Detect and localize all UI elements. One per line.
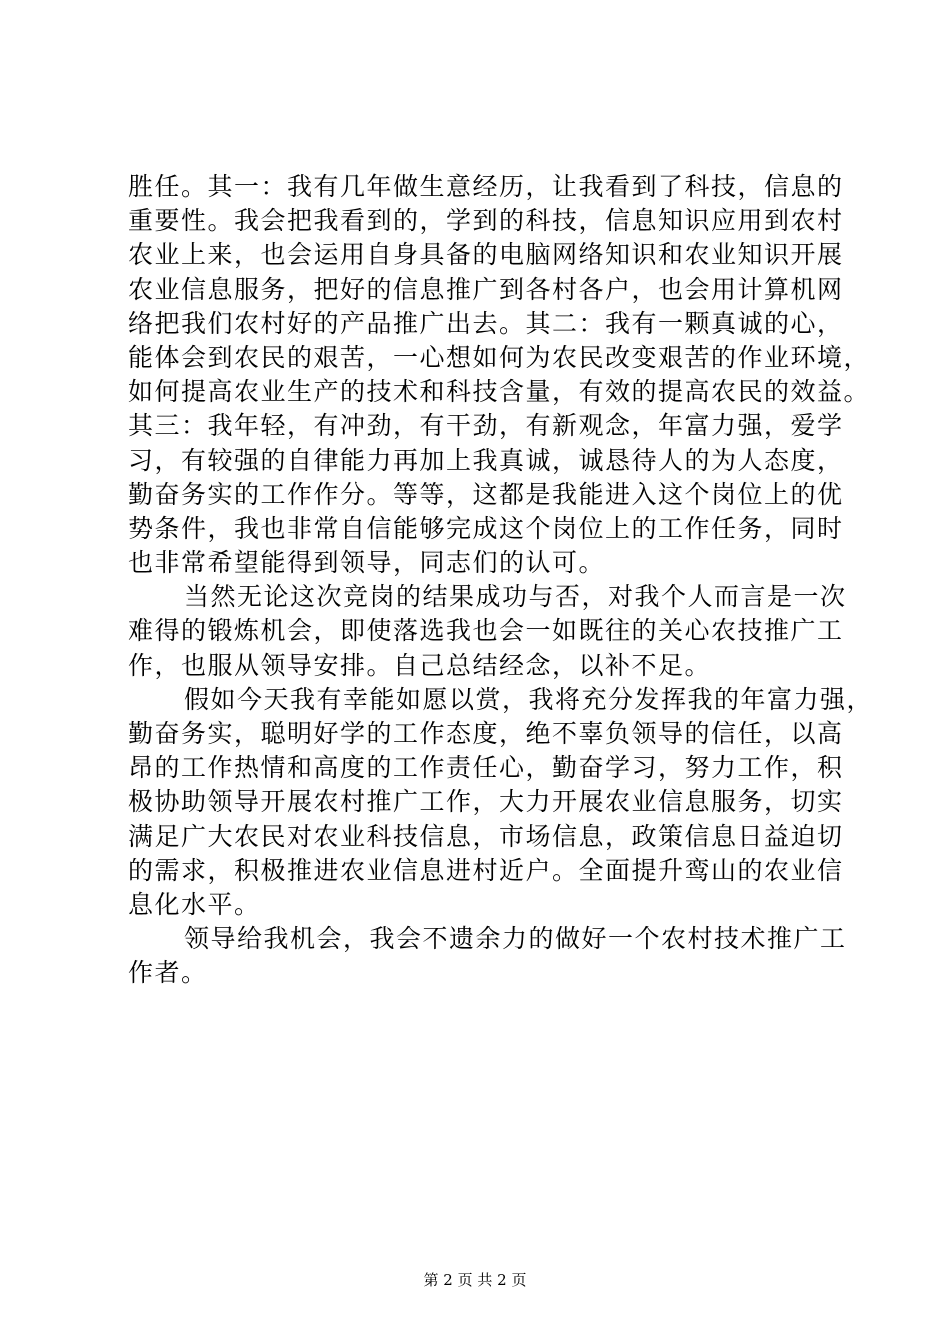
text-line: 勤奋务实的工作作分。等等，这都是我能进入这个岗位上的优 xyxy=(128,479,844,509)
text-line: 作，也服从领导安排。自己总结经念，以补不足。 xyxy=(128,650,712,680)
text-line: 的需求，积极推进农业信息进村近户。全面提升鸾山的农业信 xyxy=(128,855,844,885)
text-line: 作者。 xyxy=(128,958,208,988)
text-line: 满足广大农民对农业科技信息，市场信息，政策信息日益迫切 xyxy=(128,821,844,851)
text-line: 势条件，我也非常自信能够完成这个岗位上的工作任务，同时 xyxy=(128,513,844,543)
text-line: 能体会到农民的艰苦，一心想如何为农民改变艰苦的作业环境， xyxy=(128,342,871,372)
text-line: 胜任。其一：我有几年做生意经历，让我看到了科技，信息的 xyxy=(128,172,844,201)
text-line: 重要性。我会把我看到的，学到的科技，信息知识应用到农村 xyxy=(128,206,844,236)
paragraph-start-line: 领导给我机会，我会不遗余力的做好一个农村技术推广工 xyxy=(184,924,847,954)
text-line: 极协助领导开展农村推广工作，大力开展农业信息服务，切实 xyxy=(128,787,844,817)
text-line: 也非常希望能得到领导，同志们的认可。 xyxy=(128,548,606,578)
text-line: 如何提高农业生产的技术和科技含量，有效的提高农民的效益。 xyxy=(128,377,871,407)
text-line: 昂的工作热情和高度的工作责任心，勤奋学习，努力工作，积 xyxy=(128,753,844,783)
document-body xyxy=(128,170,874,991)
text-line: 农业上来，也会运用自身具备的电脑网络知识和农业知识开展 xyxy=(128,240,844,270)
paragraph-start-line: 当然无论这次竞岗的结果成功与否，对我个人而言是一次 xyxy=(184,582,847,612)
text-line: 农业信息服务，把好的信息推广到各村各户，也会用计算机网 xyxy=(128,274,844,304)
paragraph-start-line: 假如今天我有幸能如愿以赏，我将充分发挥我的年富力强， xyxy=(184,684,874,714)
text-line: 其三：我年轻，有冲劲，有干劲，有新观念，年富力强，爱学 xyxy=(128,411,844,441)
text-line: 息化水平。 xyxy=(128,889,261,919)
text-line: 络把我们农村好的产品推广出去。其二：我有一颗真诚的心， xyxy=(128,308,844,338)
text-line: 难得的锻炼机会，即使落选我也会一如既往的关心农技推广工 xyxy=(128,616,844,646)
page-number-footer: 第 2 页 共 2 页 xyxy=(423,1271,527,1289)
text-line: 勤奋务实，聪明好学的工作态度，绝不辜负领导的信任，以高 xyxy=(128,719,844,748)
text-line: 习，有较强的自律能力再加上我真诚，诚恳待人的为人态度， xyxy=(128,445,844,475)
